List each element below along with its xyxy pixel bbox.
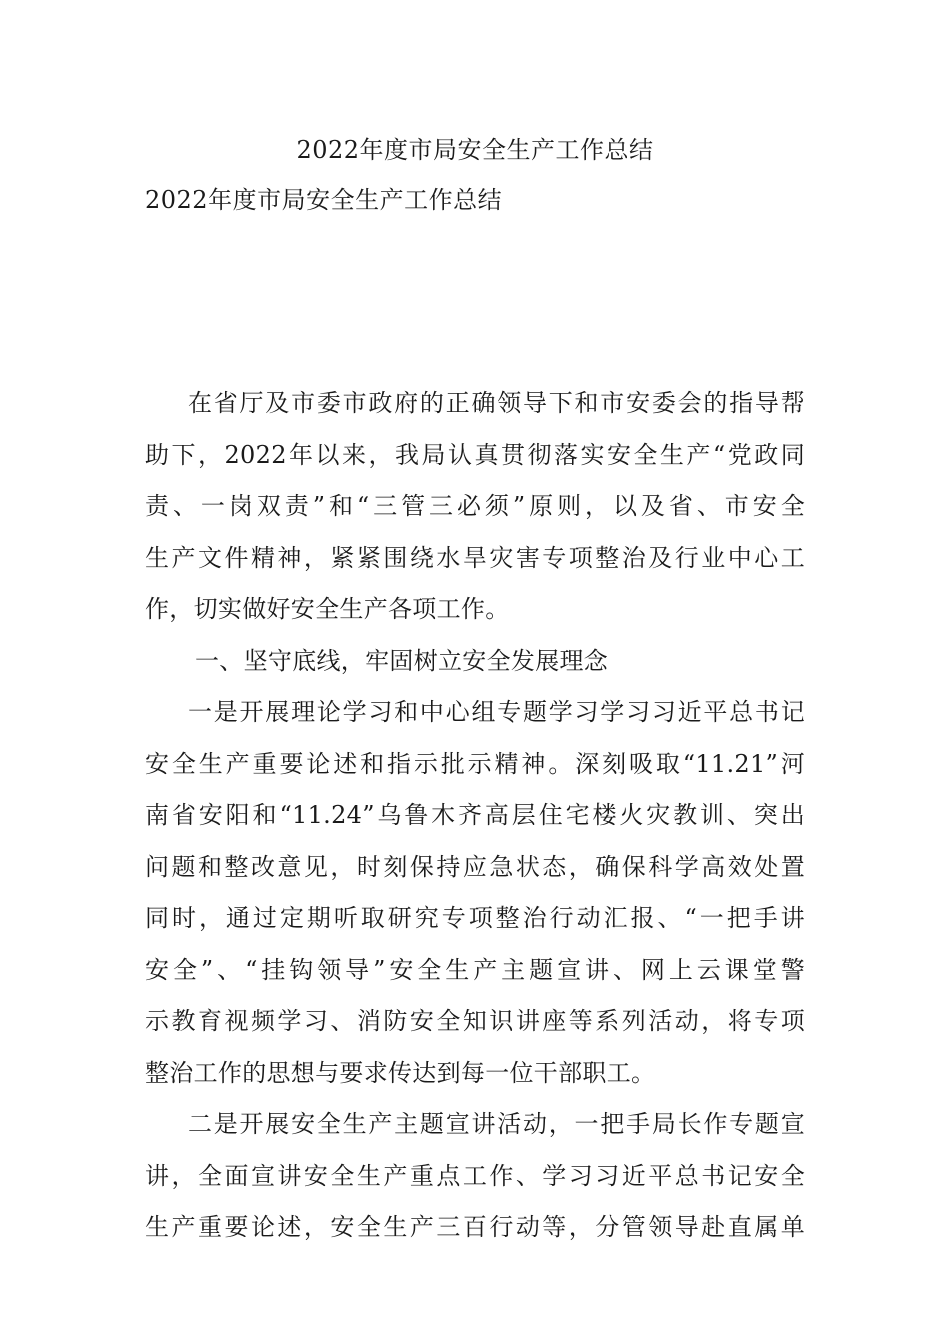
paragraph-line: 安全生产重要论述和指示批示精神。深刻吸取“11.21”河 (145, 749, 805, 778)
document-subtitle: 2022年度市局安全生产工作总结 (145, 186, 503, 214)
paragraph-line: 作，切实做好安全生产各项工作。 (145, 595, 510, 623)
paragraph-line: 助下，2022年以来，我局认真贯彻落实安全生产“党政同 (145, 440, 805, 469)
paragraph-line: 安全”、“挂钩领导”安全生产主题宣讲、网上云课堂警 (145, 955, 805, 984)
paragraph-line: 在省厅及市委市政府的正确领导下和市安委会的指导帮 (188, 389, 805, 417)
paragraph-line: 一是开展理论学习和中心组专题学习学习习近平总书记 (188, 698, 805, 726)
paragraph-line: 责、一岗双责”和“三管三必须”原则，以及省、市安全 (145, 492, 805, 520)
document-title: 2022年度市局安全生产工作总结 (296, 136, 654, 164)
paragraph-line: 问题和整改意见，时刻保持应急状态，确保科学高效处置 (145, 852, 805, 881)
paragraph-line: 南省安阳和“11.24”乌鲁木齐高层住宅楼火灾教训、突出 (145, 801, 805, 829)
paragraph-line: 生产文件精神，紧紧围绕水旱灾害专项整治及行业中心工 (145, 543, 805, 572)
document-body (145, 378, 805, 1254)
paragraph-line: 整治工作的思想与要求传达到每一位干部职工。 (145, 1058, 656, 1087)
paragraph-line: 生产重要论述，安全生产三百行动等，分管领导赴直属单 (145, 1213, 805, 1241)
paragraph-line: 同时，通过定期听取研究专项整治行动汇报、“一把手讲 (145, 904, 805, 932)
section-heading: 一、坚守底线，牢固树立安全发展理念 (195, 646, 609, 675)
paragraph-line: 二是开展安全生产主题宣讲活动，一把手局长作专题宣 (188, 1110, 805, 1138)
paragraph-line: 示教育视频学习、消防安全知识讲座等系列活动，将专项 (145, 1007, 805, 1035)
paragraph-line: 讲，全面宣讲安全生产重点工作、学习习近平总书记安全 (145, 1161, 805, 1190)
